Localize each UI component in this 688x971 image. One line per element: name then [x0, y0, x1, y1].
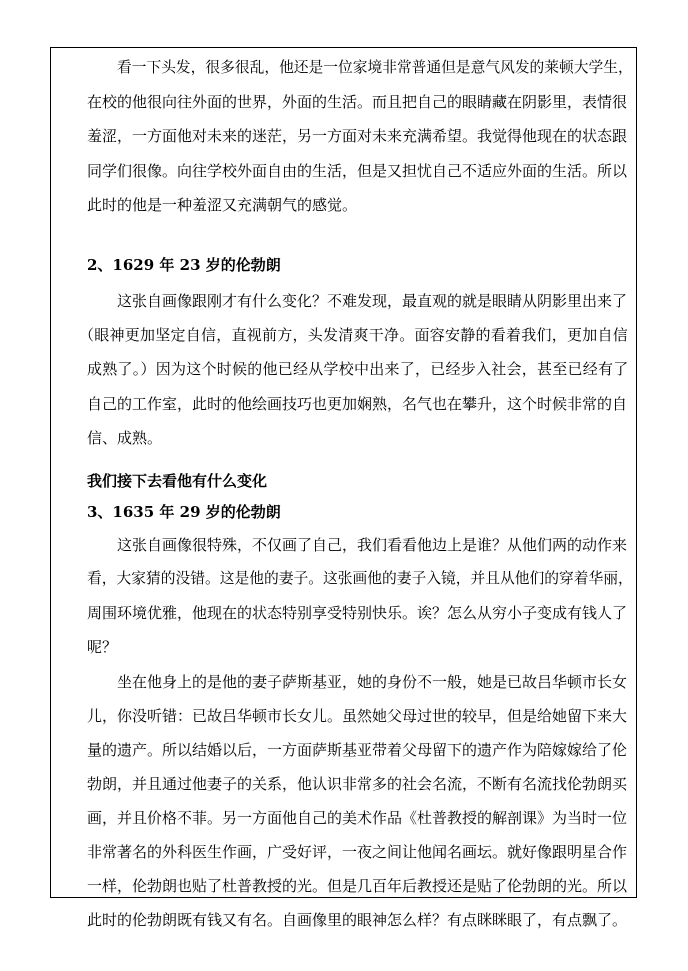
text-line: 信、成熟。	[87, 429, 163, 447]
section-heading: 我们接下去看他有什么变化	[87, 472, 268, 490]
text-line: 看，大家猜的没错。这是他的妻子。这张画他的妻子入镜，并且从他们的穿着华丽，	[87, 570, 633, 587]
text-line: 自己的工作室，此时的他绘画技巧也更加娴熟，名气也在攀升，这个时候非常的自	[87, 395, 628, 413]
text-line: 一样，伦勃朗也贴了杜普教授的光。但是几百年后教授还是贴了伦勃朗的光。所以	[87, 877, 628, 895]
text-line: 勃朗，并且通过他妻子的关系，他认识非常多的社会名流，不断有名流找伦勃朗买	[87, 775, 628, 793]
text-line: 坐在他身上的是他的妻子萨斯基亚，她的身份不一般，她是已故吕华顿市长女	[117, 673, 628, 691]
text-line: 量的遗产。所以结婚以后，一方面萨斯基亚带着父母留下的遗产作为陪嫁嫁给了伦	[87, 741, 628, 759]
text-line: 羞涩，一方面他对未来的迷茫，另一方面对未来充满希望。我觉得他现在的状态跟	[87, 127, 628, 145]
text-line: 这张自画像跟刚才有什么变化？不难发现，最直观的就是眼睛从阴影里出来了	[117, 292, 628, 310]
text-line: 呢？	[87, 638, 118, 656]
text-line: 画，并且价格不菲。另一方面他自己的美术作品《杜普教授的解剖课》为当时一位	[87, 809, 628, 827]
text-line: 同学们很像。向往学校外面自由的生活，但是又担忧自己不适应外面的生活。所以	[87, 162, 628, 180]
text-line: 儿，你没听错：已故吕华顿市长女儿。虽然她父母过世的较早，但是给她留下来大	[87, 707, 628, 725]
text-line: 在校的他很向往外面的世界，外面的生活。而且把自己的眼睛藏在阴影里，表情很	[87, 93, 628, 111]
text-line: 周围环境优雅，他现在的状态特别享受特别快乐。诶？怎么从穷小子变成有钱人了	[87, 604, 628, 622]
text-line: 此时的伦勃朗既有钱又有名。自画像里的眼神怎么样？有点眯眯眼了，有点飘了。	[87, 911, 628, 929]
section-heading: 2、1629 年 23 岁的伦勃朗	[87, 256, 281, 274]
text-line: （眼神更加坚定自信，直视前方，头发清爽干净。面容安静的看着我们，更加自信	[79, 326, 629, 344]
text-line: 这张自画像很特殊，不仅画了自己，我们看看他边上是谁？从他们两的动作来	[117, 536, 628, 554]
text-line: 看一下头发，很多很乱，他还是一位家境非常普通但是意气风发的莱顿大学生，	[117, 59, 633, 76]
text-line: 非常著名的外科医生作画，广受好评，一夜之间让他闻名画坛。就好像跟明星合作	[87, 843, 628, 861]
section-heading: 3、1635 年 29 岁的伦勃朗	[87, 503, 281, 521]
text-line: 此时的他是一种羞涩又充满朝气的感觉。	[87, 196, 358, 214]
text-line: 成熟了。）因为这个时候的他已经从学校中出来了，已经步入社会，甚至已经有了	[87, 360, 629, 378]
